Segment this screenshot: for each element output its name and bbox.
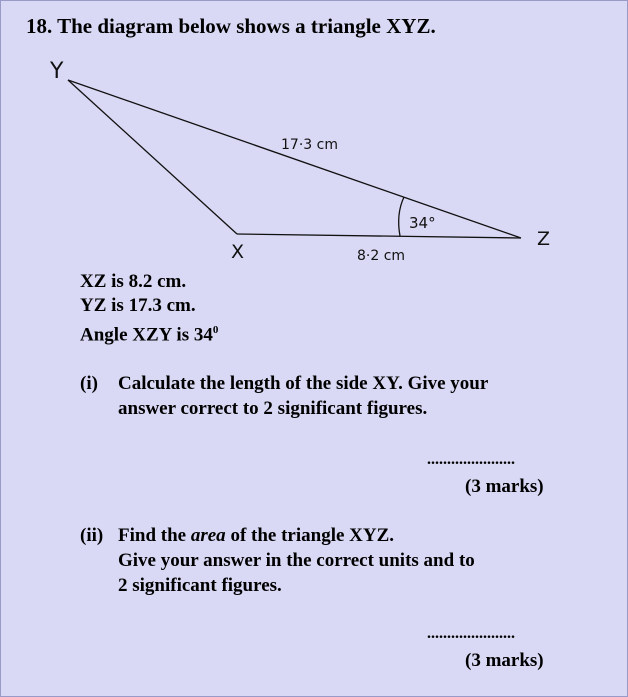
side-xz (237, 234, 521, 238)
angle-label: 34° (409, 214, 436, 232)
given-values (80, 270, 218, 347)
side-yx (68, 80, 237, 234)
part-ii-line-1 (118, 523, 475, 548)
part-ii-text (118, 523, 475, 598)
side-label-yz: 17·3 cm (281, 137, 338, 153)
part-i-line-1: Calculate the length of the side XY. Give your (118, 373, 489, 394)
part-i-line-2: answer correct to 2 significant figures. (118, 398, 428, 419)
part-ii-line-1-suffix: of the triangle XYZ. (225, 525, 395, 546)
vertex-label-x: X (231, 241, 245, 263)
part-ii-number: (ii) (80, 525, 104, 546)
part-i-answer-line[interactable]: ...................... (427, 451, 515, 468)
degree-symbol: 0 (212, 324, 219, 336)
part-ii-line-3: 2 significant figures. (118, 575, 282, 596)
question-title: 18. The diagram below shows a triangle XYZ. (26, 14, 436, 38)
part-ii-area-word: area (190, 525, 226, 546)
given-angle (80, 318, 218, 347)
side-yz (68, 80, 521, 238)
part-i-marks: (3 marks) (465, 476, 544, 497)
part-ii-answer-line[interactable]: ...................... (427, 625, 515, 642)
angle-arc (399, 197, 404, 236)
part-ii-line-1-prefix: Find the (118, 525, 191, 546)
vertex-label-y: Y (50, 59, 64, 84)
part-i-number: (i) (80, 373, 98, 394)
given-xz: XZ is 8.2 cm. (80, 271, 187, 292)
given-yz: YZ is 17.3 cm. (80, 295, 196, 316)
side-label-xz: 8·2 cm (357, 248, 406, 264)
vertex-label-z: Z (537, 228, 551, 250)
part-ii-line-2: Give your answer in the correct units and to (118, 550, 475, 571)
part-i-text (118, 371, 488, 421)
given-angle-text: Angle XZY is 34 (80, 324, 213, 346)
part-ii-marks: (3 marks) (465, 650, 544, 671)
